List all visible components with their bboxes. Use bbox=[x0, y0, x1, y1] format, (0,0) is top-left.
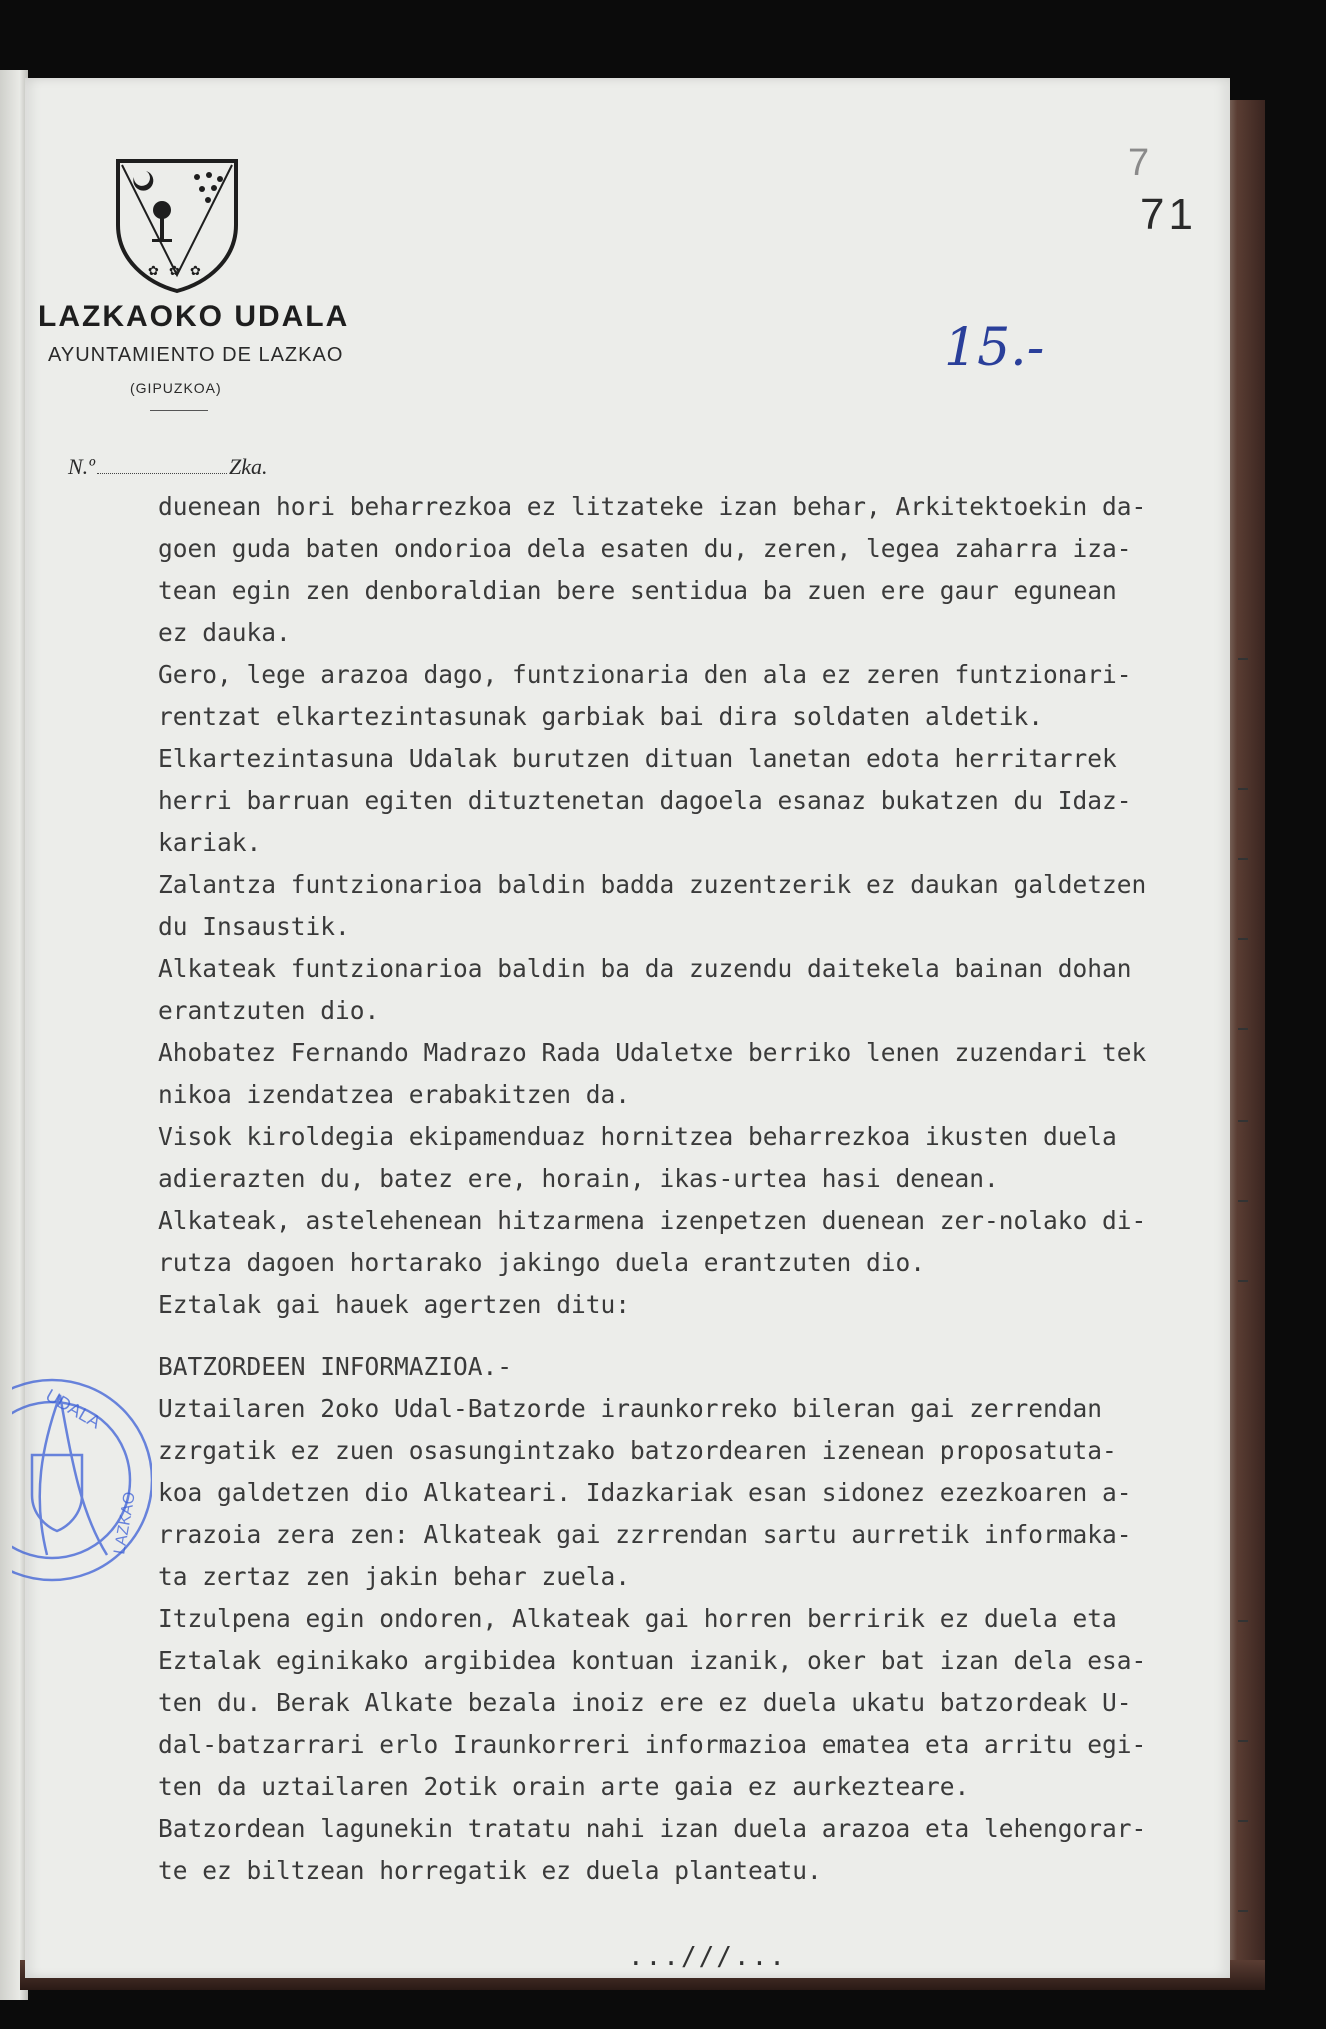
section-paragraphs bbox=[158, 1388, 1238, 1892]
text-line: Itzulpena egin ondoren, Alkateak gai horren berririk ez duela eta bbox=[158, 1604, 1117, 1633]
text-line: ten da uztailaren 2otik orain arte gaia ez aurkezteare. bbox=[158, 1772, 970, 1801]
text-line: adierazten du, batez ere, horain, ikas-urtea hasi denean. bbox=[158, 1164, 999, 1193]
text-line: Visok kiroldegia ekipamenduaz hornitzea beharrezkoa ikusten duela bbox=[158, 1122, 1117, 1151]
organization-name: LAZKAOKO UDALA bbox=[38, 300, 350, 333]
svg-text:✿: ✿ bbox=[148, 264, 159, 279]
reference-number-line bbox=[68, 454, 268, 480]
text-line: Gero, lege arazoa dago, funtzionaria den ala ez zeren funtzionari- bbox=[158, 660, 1132, 689]
header-rule bbox=[150, 410, 208, 411]
text-line: kariak. bbox=[158, 828, 262, 857]
text-line: te ez biltzean horregatik ez duela planteatu. bbox=[158, 1856, 822, 1885]
text-line: nikoa izendatzea erabakitzen da. bbox=[158, 1080, 631, 1109]
text-line: Uztailaren 2oko Udal-Batzorde iraunkorreko bileran gai zerrendan bbox=[158, 1394, 1103, 1423]
text-line: erantzuten dio. bbox=[158, 996, 380, 1025]
text-line: rrazoia zera zen: Alkateak gai zzrrendan sartu aurretik informaka- bbox=[158, 1520, 1132, 1549]
province-label: (GIPUZKOA) bbox=[130, 380, 222, 396]
text-line: Elkartezintasuna Udalak burutzen dituan lanetan edota herritarrek bbox=[158, 744, 1117, 773]
reference-blank bbox=[97, 473, 227, 474]
coat-of-arms-icon bbox=[112, 155, 242, 295]
text-line: tean egin zen denboraldian bere sentidua ba zuen ere gaur egunean bbox=[158, 576, 1117, 605]
text-line: rutza dagoen hortarako jakingo duela erantzuten dio. bbox=[158, 1248, 926, 1277]
text-line: dal-batzarrari erlo Iraunkorreri informazioa ematea eta arritu egi- bbox=[158, 1730, 1147, 1759]
reference-prefix: N.º bbox=[68, 454, 95, 479]
body-paragraphs bbox=[158, 486, 1238, 1326]
text-line: Alkateak funtzionarioa baldin ba da zuzendu daitekela bainan dohan bbox=[158, 954, 1132, 983]
text-line: zzrgatik ez zuen osasungintzako batzordearen izenean proposatuta- bbox=[158, 1436, 1117, 1465]
text-line: goen guda baten ondorioa dela esaten du, zeren, legea zaharra iza- bbox=[158, 534, 1132, 563]
text-line: ta zertaz zen jakin behar zuela. bbox=[158, 1562, 631, 1591]
text-line: Alkateak, astelehenean hitzarmena izenpetzen duenean zer-nolako di- bbox=[158, 1206, 1147, 1235]
text-line: Eztalak gai hauek agertzen ditu: bbox=[158, 1290, 631, 1319]
text-line: Zalantza funtzionarioa baldin badda zuzentzerik ez daukan galdetzen bbox=[158, 870, 1147, 899]
left-page-edge bbox=[0, 70, 28, 2000]
text-line: herri barruan egiten dituztenetan dagoela esanaz bukatzen du Idaz- bbox=[158, 786, 1132, 815]
handwritten-note: 15.- bbox=[944, 318, 1045, 378]
pencil-annotation: 7 bbox=[1128, 142, 1150, 184]
text-line: koa galdetzen dio Alkateari. Idazkariak esan sidonez ezezkoaren a- bbox=[158, 1478, 1132, 1507]
text-line: du Insaustik. bbox=[158, 912, 350, 941]
reference-suffix: Zka. bbox=[229, 454, 268, 479]
text-line: Ahobatez Fernando Madrazo Rada Udaletxe berriko lenen zuzendari tek bbox=[158, 1038, 1147, 1067]
organization-name-spanish: AYUNTAMIENTO DE LAZKAO bbox=[48, 344, 344, 366]
svg-text:✿: ✿ bbox=[190, 264, 201, 279]
svg-text:LAZKAO: LAZKAO bbox=[111, 1490, 139, 1556]
continuation-mark: ...///... bbox=[628, 1942, 787, 1972]
text-line: ten du. Berak Alkate bezala inoiz ere ez duela ukatu batzordeak U- bbox=[158, 1688, 1132, 1717]
section-title: BATZORDEEN INFORMAZIOA.- bbox=[158, 1352, 513, 1381]
text-line: ez dauka. bbox=[158, 618, 291, 647]
text-line: rentzat elkartezintasunak garbiak bai dira soldaten aldetik. bbox=[158, 702, 1044, 731]
document-body bbox=[158, 486, 1238, 1892]
svg-text:UDALA: UDALA bbox=[42, 1385, 105, 1433]
svg-text:✿: ✿ bbox=[169, 264, 180, 279]
text-line: duenean hori beharrezkoa ez litzateke izan behar, Arkitektoekin da- bbox=[158, 492, 1147, 521]
municipal-stamp-icon bbox=[12, 1355, 152, 1605]
text-line: Eztalak eginikako argibidea kontuan izanik, oker bat izan dela esa- bbox=[158, 1646, 1147, 1675]
page-number: 71 bbox=[1140, 190, 1197, 239]
margin-marks bbox=[1238, 500, 1258, 1940]
text-line: Batzordean lagunekin tratatu nahi izan duela arazoa eta lehengorar- bbox=[158, 1814, 1147, 1843]
